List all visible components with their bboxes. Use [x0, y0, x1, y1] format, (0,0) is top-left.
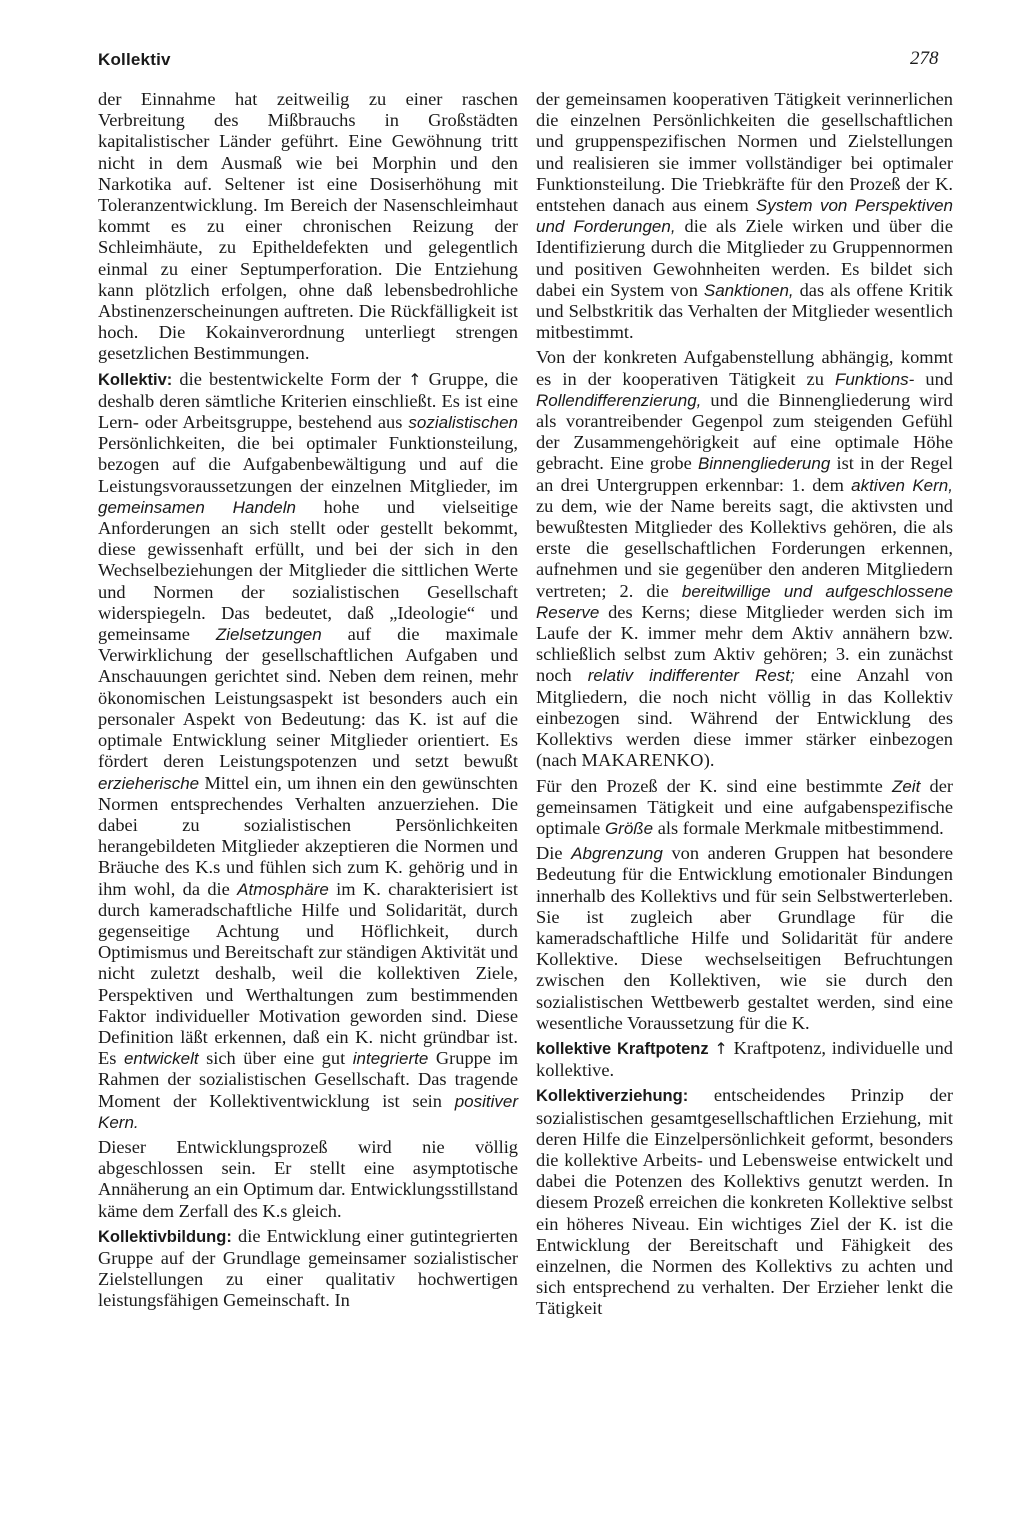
emphasis: gemeinsamen Handeln	[98, 497, 296, 517]
text-run: als formale Merkmale mitbestimmend.	[653, 817, 944, 838]
emphasis: Zeit	[891, 776, 921, 796]
entry-term: Kollektivbildung:	[98, 1227, 232, 1246]
emphasis: entwickelt	[123, 1049, 199, 1069]
paragraph	[536, 843, 953, 1034]
paragraph	[98, 369, 518, 1133]
text-run: die Entwicklung einer gutintegrierten Gruppe auf der Grundlage gemeinsamer sozialistischer Zielstellungen zu einer qualitativ hochwertigen leistungsfähigen Gemeinschaft. In	[98, 1225, 518, 1311]
author-name: MAKARENKO	[581, 750, 704, 771]
paragraph	[536, 1085, 953, 1319]
entry-term: kollektive Kraftpotenz	[536, 1039, 709, 1058]
emphasis: bereitwillige und aufgeschlossene Reserve	[536, 581, 953, 622]
text-run: Die	[536, 843, 572, 864]
paragraph	[536, 776, 953, 840]
text-run: und	[914, 368, 954, 389]
text-run: Persönlichkeiten, die bei optimaler Funktionsteilung, bezogen auf die Aufgabenbewältigung und auf die Leistungsvoraussetzungen der einzelnen Mitglieder, im	[98, 433, 518, 496]
text-run: der Einnahme hat zeitweilig zu einer raschen Verbreitung des Mißbrauchs in Großstädten kapitalistischer Länder geführt. Eine Gewöhnung tritt nicht in dem Ausmaß wie bei Morphin und den Narkotika auf. Seltener ist eine Dosiserhöhung mit Toleranzentwicklung. Im Bereich der Nasenschleimhaut kommt es zu einer chronischen Reizung der Schleimhäute, zu Epitheldefekten und gelegentlich einmal zu einer Septumperforation. Die Entziehung kann plötzlich erfolgen, ohne daß lebensbedrohliche Abstinenzerscheinungen auftreten. Die Rückfälligkeit ist hoch. Die Kokainverordnung unterliegt strengen gesetzlichen Bestimmungen.	[98, 89, 518, 364]
text-run: auf die maximale Verwirklichung der gesellschaftlichen Aufgaben und Anschauungen gerichtet sind. Neben dem reinen, mehr ökonomischen Leistungsaspekt ist besonders auch ein personaler Aspekt von Bedeutung: das K. ist auf die optimale Entwicklung seiner Mitglieder orientiert. Es fördert deren Leistungspotenzen und setzt bewußt	[98, 624, 518, 772]
cross-reference-arrow: ↑	[408, 369, 422, 389]
text-run: Für den Prozeß der K. sind eine bestimmte	[536, 775, 892, 796]
text-run: hohe und vielseitige Anforderungen an sich stellt oder gestellt bekommt, diese gewissenhaft erfüllt, und bei der sich in den Wechselbeziehungen der Mitglieder die sittlichen Werte und Normen der sozialistischen Gesellschaft widerspiegeln. Das bedeutet, daß „Ideologie“ und gemeinsame	[98, 496, 518, 645]
page-number: 278	[910, 48, 939, 69]
emphasis: relativ indifferenter Rest;	[587, 666, 795, 686]
running-head: Kollektiv	[98, 50, 171, 69]
emphasis: integrierte	[352, 1049, 429, 1069]
emphasis: Abgrenzung	[571, 844, 663, 864]
text-run: und die Binnengliederung wird als vorantreibender Gegenpol zum steigenden Gefühl der Zusammengehörigkeit auf eine optimale Höhe gebracht. Eine grobe	[536, 389, 953, 474]
emphasis: Größe	[604, 818, 654, 838]
text-run: der gemeinsamen kooperativen Tätigkeit verinnerlichen die einzelnen Persönlichkeiten die gesellschaftlichen und gruppenspezifischen Normen und Zielstellungen und realisieren sie immer vollständiger bei optimaler Funktionsteilung. Die Triebkräfte für den Prozeß der K. entstehen danach aus einem	[536, 89, 953, 216]
emphasis: aktiven Kern,	[851, 475, 953, 495]
text-run: entscheidendes Prinzip der sozialistischen gesamtgesellschaftlichen Erziehung, mit deren Hilfe die Einzelpersönlichkeit geformt, besonders die kollektive Arbeits- und Lebensweise entwickelt und dabei die Potenzen des Kollektivs genutzt werden. In diesem Prozeß erreichen die konkreten Kollektive selbst ein höheres Niveau. Ein wichtiges Ziel der K. ist die Entwicklung der Bereitschaft und Fähigkeit des einzelnen, die Normen des Kollektivs zu achten und sich entsprechend zu verhalten. Der Erzieher lenkt die Tätigkeit	[536, 1085, 953, 1319]
text-run: die bestentwickelte Form der	[172, 368, 409, 389]
paragraph	[98, 1137, 518, 1222]
paragraph	[536, 89, 953, 343]
emphasis: Rollendifferenzierung,	[536, 390, 702, 410]
text-run: das als offene Kritik und Selbstkritik das Verhalten der Mitglieder wesentlich mitbestimmt.	[536, 279, 953, 343]
emphasis: Binnengliederung	[697, 454, 831, 474]
text-run: sich über eine gut	[198, 1048, 353, 1069]
emphasis: System von Perspektiven und Forderungen,	[536, 196, 953, 237]
text-run: Gruppe im Rahmen der sozialistischen Gesellschaft. Das tragende Moment der Kollektiventwicklung ist sein	[98, 1048, 518, 1111]
text-run: ist in der Regel an drei Untergruppen erkennbar: 1. dem	[536, 453, 953, 495]
text-run: Dieser Entwicklungsprozeß wird nie völlig abgeschlossen sein. Er stellt eine asymptotische Annäherung an ein Optimum dar. Entwicklungsstillstand käme dem Zerfall des K.s gleich.	[98, 1136, 518, 1221]
entry-term: Kollektiv:	[98, 370, 173, 389]
text-run: Mittel ein, um ihnen ein den gewünschten Normen entsprechendes Verhalten anzuerziehen. Die dabei zu sozialistischen Persönlichkeiten herangebildeten Mitglieder akzeptieren die Normen und Bräuche des K.s und fühlen sich zum K. gehörig und in ihm wohl, da die	[98, 772, 518, 899]
cross-reference-arrow: ↑	[714, 1038, 728, 1058]
emphasis: positiver Kern.	[98, 1091, 518, 1132]
text-run: zu dem, wie der Name bereits sagt, die aktivsten und bewußtesten Mitglieder des Kollektivs gehören, die als erste die gesellschaftlichen Forderungen erkennen, aufnehmen und sie gegenüber den anderen Mitgliedern vertreten; 2. die	[536, 495, 953, 601]
text-run: im K. charakterisiert ist durch kameradschaftliche Hilfe und Solidarität, durch gegenseitige Achtung und Höflichkeit, durch Optimismus und Bereitschaft zur ständigen Aktivität und nicht zuletzt deshalb, weil die kollektiven Ziele, Perspektiven und Werthaltungen zum bestimmenden Faktor individueller Motivation geworden sind. Diese Definition läßt erkennen, daß ein K. nicht gründbar ist. Es	[98, 878, 518, 1069]
text-run: von anderen Gruppen hat besondere Bedeutung für die Entwicklung emotionaler Bindungen innerhalb des Kollektivs und für sein Selbstwerterleben. Sie ist zugleich aber Grundlage für die kameradschaftliche Hilfe und Solidarität für andere Kollektive. Diese wechselseitigen Befruchtungen zwischen den Kollektiven, wie sie durch den sozialistischen Wettbewerb gestaltet werden, sind eine wesentliche Voraussetzung für die K.	[536, 843, 953, 1033]
text-run: eine Anzahl von Mitgliedern, die noch nicht völlig in das Kollektiv einbezogen sind. Während der Entwicklung des Kollektivs werden diese immer stärker einbezogen (nach	[536, 665, 953, 771]
text-run: des Kerns; diese Mitglieder werden sich im Laufe der K. immer mehr dem Aktiv annähern bzw. schließlich selbst zum Aktiv gehören; 3. ein zunächst noch	[536, 601, 953, 686]
text-run: die als Ziele wirken und über die Identifizierung durch die Mitglieder zu Gruppennormen und positiven Gewohnheiten werden. Es bildet sich dabei ein System von	[536, 216, 953, 300]
right-column	[536, 89, 953, 1324]
paragraph	[98, 89, 518, 365]
text-run: der gemeinsamen Tätigkeit und eine aufgabenspezifische optimale	[536, 775, 953, 838]
text-run: Gruppe, die deshalb deren sämtliche Kriterien einschließt. Es ist eine Lern- oder Arbeitsgruppe, bestehend aus	[98, 368, 518, 433]
text-run: Kraftpotenz, individuelle und kollektive.	[536, 1037, 953, 1081]
left-column	[98, 89, 518, 1316]
emphasis: Atmosphäre	[237, 879, 329, 899]
paragraph	[536, 347, 953, 771]
emphasis: Sanktionen,	[703, 280, 794, 300]
paragraph	[98, 1226, 518, 1312]
paragraph	[536, 1038, 953, 1081]
text-run: ).	[703, 750, 715, 771]
text-run: Von der konkreten Aufgabenstellung abhängig, kommt es in der kooperativen Tätigkeit zu	[536, 347, 953, 389]
emphasis: sozialistischen	[408, 413, 518, 433]
emphasis: erzieherische	[98, 773, 200, 793]
entry-term: Kollektiverziehung:	[536, 1087, 689, 1106]
emphasis: Zielsetzungen	[215, 625, 322, 645]
emphasis: Funktions-	[834, 369, 915, 389]
